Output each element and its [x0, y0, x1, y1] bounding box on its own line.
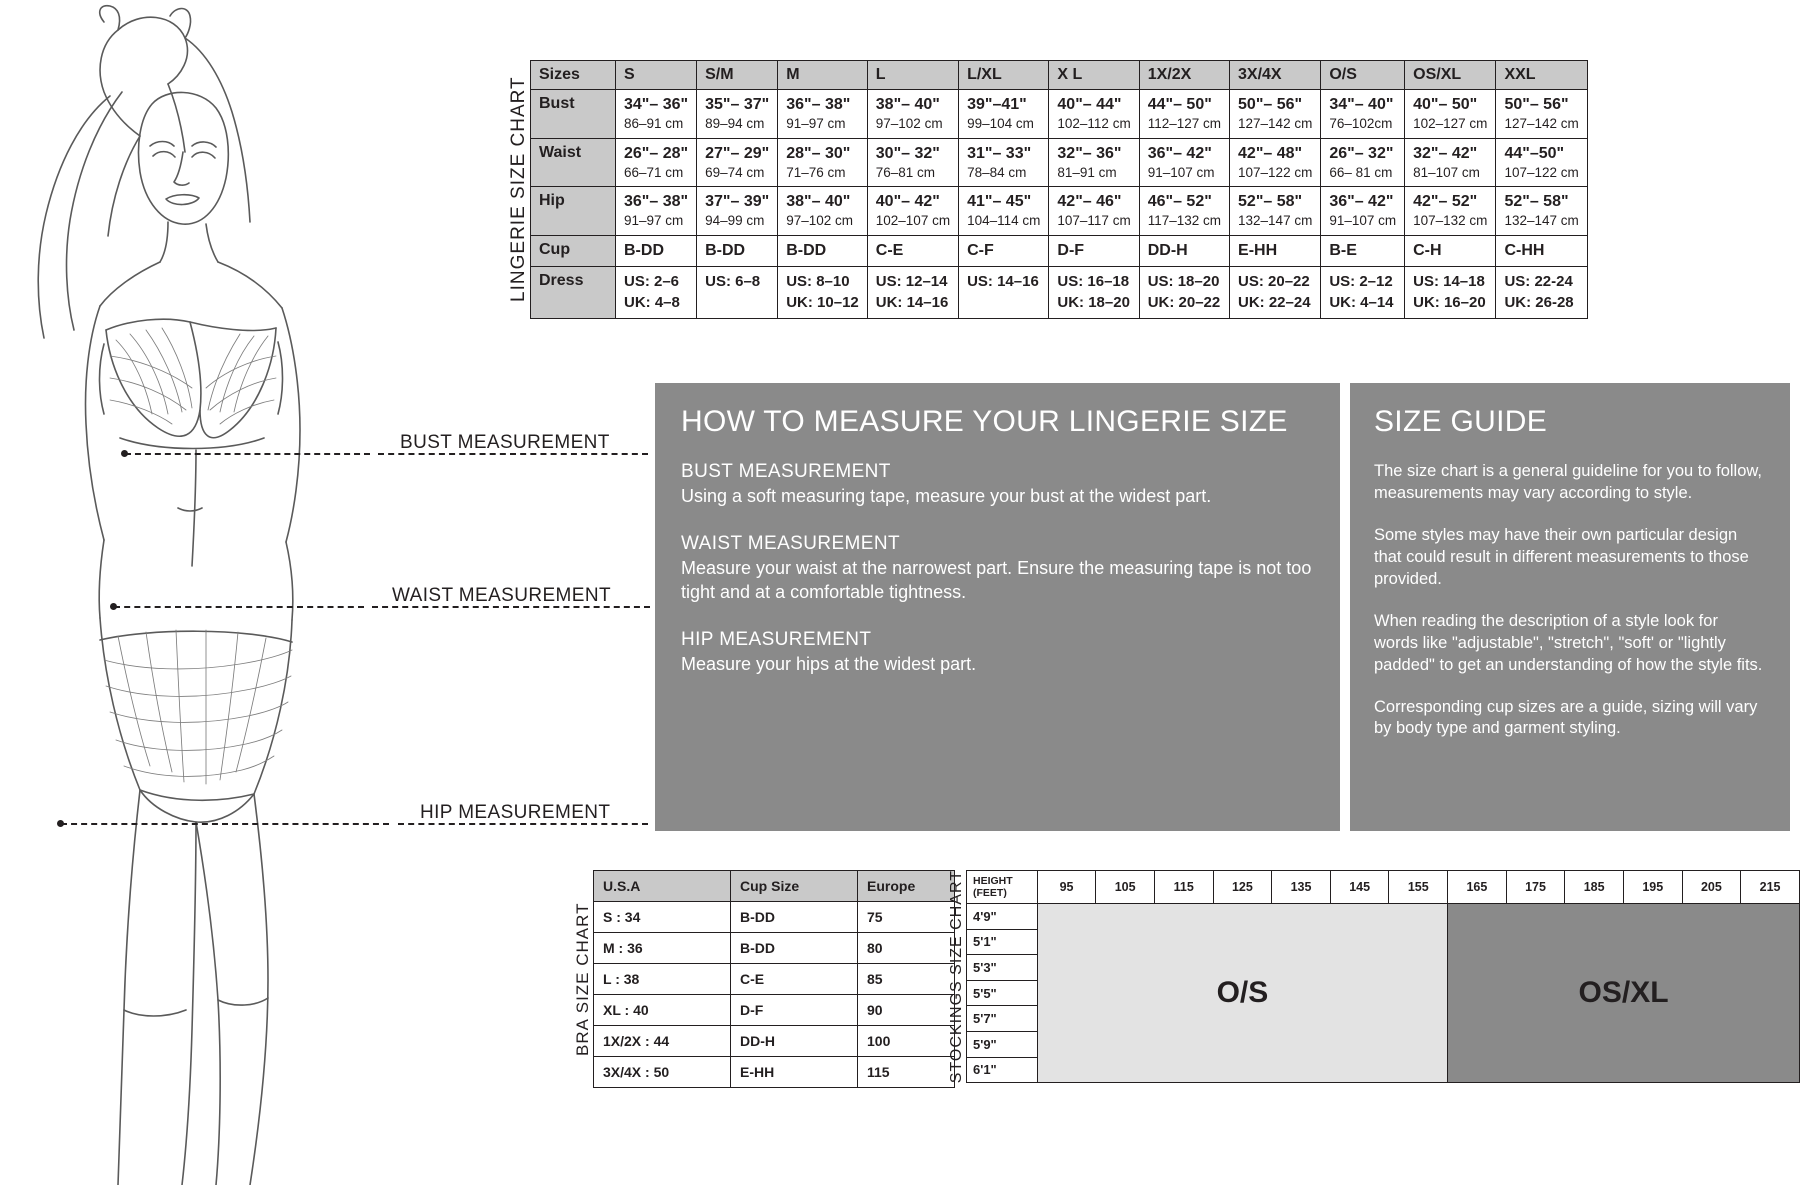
stockings-weight-7: 165: [1448, 871, 1507, 904]
waist-l: [867, 138, 958, 187]
callout-hip-line-left: [61, 823, 389, 825]
row-header-dress: Dress: [531, 267, 616, 319]
hip-osxl: [1405, 187, 1496, 236]
dress-xxl-uk: UK: 26-28: [1504, 293, 1574, 311]
hip-3x4x-cm: 132–147 cm: [1238, 213, 1313, 229]
bra-r0-usa: S : 34: [594, 902, 731, 933]
stockings-weight-6: 155: [1389, 871, 1448, 904]
hip-xl-cm: 107–117 cm: [1057, 213, 1131, 229]
dress-sm: [697, 267, 778, 319]
hip-xl-in: 42"– 46": [1057, 193, 1122, 211]
bust-s-in: 34"– 36": [624, 96, 689, 113]
size-guide-panel: [1350, 383, 1790, 831]
bust-l: [867, 90, 958, 139]
bust-os-in: 34"– 40": [1329, 96, 1394, 113]
bra-r0-cup: B-DD: [731, 902, 858, 933]
table-row-dress: [531, 267, 1588, 319]
hip-measurement-heading: HIP MEASUREMENT: [681, 628, 872, 650]
bra-r2-usa: L : 38: [594, 964, 731, 995]
bra-r3-cup: D-F: [731, 995, 858, 1026]
bra-col-europe: Europe: [858, 871, 955, 902]
cup-os: B-E: [1321, 235, 1405, 267]
stockings-weight-0: 95: [1037, 871, 1096, 904]
dress-sm-us: US: 6–8: [705, 273, 761, 291]
hip-os: [1321, 187, 1405, 236]
bra-r5-usa: 3X/4X : 50: [594, 1057, 731, 1088]
stockings-corner-height: HEIGHT: [973, 875, 1013, 887]
dress-1x2x: [1139, 267, 1229, 319]
stockings-weight-2: 115: [1154, 871, 1213, 904]
bra-r5-europe: 115: [858, 1057, 955, 1088]
bust-xl: [1049, 90, 1139, 139]
bust-l-in: 38"– 40": [875, 96, 940, 113]
waist-3x4x: [1230, 138, 1321, 187]
lingerie-model-illustration: [0, 0, 430, 1185]
bust-m-in: 36"– 38": [786, 96, 851, 113]
bra-r0-europe: 75: [858, 902, 955, 933]
stockings-weight-3: 125: [1213, 871, 1272, 904]
dress-l: [867, 267, 958, 319]
waist-os-cm: 66– 81 cm: [1329, 164, 1393, 180]
dress-lxl: [959, 267, 1049, 319]
hip-1x2x-in: 46"– 52": [1147, 193, 1212, 211]
bust-osxl-cm: 102–127 cm: [1413, 116, 1488, 131]
dress-os-uk: UK: 4–14: [1329, 293, 1394, 311]
size-guide-paragraph-1: The size chart is a general guideline for you to follow, measurements may vary according to style.: [1374, 462, 1762, 502]
stockings-chart-vertical-label: STOCKINGS SIZE CHART: [948, 870, 965, 1084]
bra-r2-cup: C-E: [731, 964, 858, 995]
callout-bust-line-left: [125, 453, 370, 455]
waist-osxl: [1405, 138, 1496, 187]
stockings-weight-11: 205: [1682, 871, 1741, 904]
hip-m-in: 38"– 40": [786, 193, 851, 211]
waist-m-cm: 71–76 cm: [786, 164, 846, 180]
dress-m-uk: UK: 10–12: [786, 293, 859, 311]
col-header-s: S: [616, 61, 697, 90]
bust-1x2x-in: 44"– 50": [1147, 96, 1212, 113]
bust-measurement-heading: BUST MEASUREMENT: [681, 461, 891, 482]
hip-1x2x-cm: 117–132 cm: [1147, 213, 1222, 229]
cup-1x2x: DD-H: [1139, 235, 1229, 267]
size-guide-paragraph-2: Some styles may have their own particular design that could result in different measurements to those provided.: [1374, 525, 1749, 588]
waist-xl-cm: 81–91 cm: [1057, 164, 1117, 180]
bra-r2-europe: 85: [858, 964, 955, 995]
bust-s: [616, 90, 697, 139]
hip-s-cm: 91–97 cm: [624, 213, 684, 229]
col-header-3x4x: 3X/4X: [1230, 61, 1321, 90]
bust-os-cm: 76–102cm: [1329, 116, 1393, 131]
cup-lxl: C-F: [959, 235, 1049, 267]
bra-col-usa: U.S.A: [594, 871, 731, 902]
table-row: [594, 964, 955, 995]
stockings-weight-1: 105: [1096, 871, 1155, 904]
waist-xl-in: 32"– 36": [1057, 144, 1122, 162]
dress-1x2x-us: US: 18–20: [1147, 273, 1220, 291]
stockings-height-3: 5'5": [967, 980, 1038, 1006]
bra-r4-usa: 1X/2X : 44: [594, 1026, 731, 1057]
stockings-height-1: 5'1": [967, 929, 1038, 955]
dress-3x4x: [1230, 267, 1321, 319]
waist-1x2x-cm: 91–107 cm: [1147, 164, 1215, 180]
hip-l: [867, 187, 958, 236]
hip-xxl-cm: 132–147 cm: [1504, 213, 1579, 229]
stockings-height-0: 4'9": [967, 904, 1038, 930]
stockings-size-chart: [940, 870, 1800, 1083]
stockings-weight-10: 195: [1623, 871, 1682, 904]
bust-os: [1321, 90, 1405, 139]
bust-3x4x-in: 50"– 56": [1238, 96, 1303, 113]
bust-sm-cm: 89–94 cm: [705, 116, 765, 131]
col-header-xxl: XXL: [1496, 61, 1587, 90]
col-header-os: O/S: [1321, 61, 1405, 90]
stockings-height-2: 5'3": [967, 955, 1038, 981]
dress-m-us: US: 8–10: [786, 273, 850, 291]
col-header-osxl: OS/XL: [1405, 61, 1496, 90]
dress-3x4x-uk: UK: 22–24: [1238, 293, 1311, 311]
stockings-corner-label: [967, 871, 1038, 904]
bust-lxl-cm: 99–104 cm: [967, 116, 1034, 131]
stockings-height-5: 5'9": [967, 1032, 1038, 1058]
hip-m: [778, 187, 868, 236]
bra-r3-europe: 90: [858, 995, 955, 1026]
hip-measurement-body: Measure your hips at the widest part.: [681, 653, 977, 674]
waist-l-in: 30"– 32": [875, 144, 940, 162]
dress-osxl: [1405, 267, 1496, 319]
table-row: [594, 995, 955, 1026]
waist-lxl: [959, 138, 1049, 187]
waist-osxl-cm: 81–107 cm: [1413, 164, 1480, 180]
stockings-height-4: 5'7": [967, 1006, 1038, 1032]
bust-lxl: [959, 90, 1049, 139]
dress-s-uk: UK: 4–8: [624, 293, 680, 311]
table-row: [594, 1026, 955, 1057]
dress-xxl: [1496, 267, 1587, 319]
waist-osxl-in: 32"– 42": [1413, 144, 1478, 162]
hip-s-in: 36"– 38": [624, 193, 689, 211]
how-to-measure-title: HOW TO MEASURE YOUR LINGERIE SIZE: [681, 405, 1288, 438]
bra-r3-usa: XL : 40: [594, 995, 731, 1026]
cup-sm: B-DD: [697, 235, 778, 267]
dress-xl: [1049, 267, 1139, 319]
stockings-weight-12: 215: [1741, 871, 1800, 904]
dress-s-us: US: 2–6: [624, 273, 680, 291]
hip-l-cm: 102–107 cm: [875, 213, 951, 229]
dress-lxl-us: US: 14–16: [967, 273, 1039, 291]
row-header-hip: Hip: [531, 187, 616, 236]
dress-xl-us: US: 16–18: [1057, 273, 1130, 291]
waist-os-in: 26"– 32": [1329, 144, 1394, 162]
bust-lxl-in: 39"–41": [967, 96, 1027, 113]
stockings-weight-8: 175: [1506, 871, 1565, 904]
cup-s: B-DD: [616, 235, 697, 267]
table-row-waist: [531, 138, 1588, 187]
bra-r1-europe: 80: [858, 933, 955, 964]
bust-m: [778, 90, 868, 139]
bra-size-table: [593, 870, 955, 1088]
waist-3x4x-cm: 107–122 cm: [1238, 164, 1313, 180]
bra-size-chart: [565, 870, 955, 1088]
hip-xxl-in: 52"– 58": [1504, 193, 1569, 211]
callout-hip-label: HIP MEASUREMENT: [420, 802, 611, 823]
hip-xl: [1049, 187, 1139, 236]
dress-os: [1321, 267, 1405, 319]
table-row-bust: [531, 90, 1588, 139]
bust-osxl-in: 40"– 50": [1413, 96, 1478, 113]
bust-s-cm: 86–91 cm: [624, 116, 684, 131]
stockings-zone-osxl: OS/XL: [1448, 904, 1800, 1083]
size-guide-title: SIZE GUIDE: [1374, 405, 1548, 438]
dress-xl-uk: UK: 18–20: [1057, 293, 1130, 311]
col-header-l: L: [867, 61, 958, 90]
bust-m-cm: 91–97 cm: [786, 116, 846, 131]
bust-xl-in: 40"– 44": [1057, 96, 1122, 113]
waist-measurement-body: Measure your waist at the narrowest part. Ensure the measuring tape is not too tight and at a comfortable tightness.: [681, 557, 1312, 602]
bust-measurement-body: Using a soft measuring tape, measure your bust at the widest part.: [681, 486, 1212, 506]
table-row-cup: [531, 235, 1588, 267]
table-row: [594, 1057, 955, 1088]
bra-r1-cup: B-DD: [731, 933, 858, 964]
col-header-sizes: Sizes: [531, 61, 616, 90]
col-header-1x2x: 1X/2X: [1139, 61, 1229, 90]
waist-s-cm: 66–71 cm: [624, 164, 684, 180]
waist-lxl-in: 31"– 33": [967, 144, 1032, 162]
hip-xxl: [1496, 187, 1587, 236]
bust-xxl-cm: 127–142 cm: [1504, 116, 1579, 131]
hip-os-cm: 91–107 cm: [1329, 213, 1397, 229]
cup-xxl: C-HH: [1496, 235, 1587, 267]
hip-os-in: 36"– 42": [1329, 193, 1394, 211]
row-header-waist: Waist: [531, 138, 616, 187]
lingerie-size-table: [530, 60, 1588, 319]
col-header-sm: S/M: [697, 61, 778, 90]
waist-xxl-cm: 107–122 cm: [1504, 164, 1579, 180]
stockings-weight-5: 145: [1330, 871, 1389, 904]
dress-xxl-us: US: 22-24: [1504, 273, 1573, 291]
cup-l: C-E: [867, 235, 958, 267]
dress-l-uk: UK: 14–16: [875, 293, 949, 311]
bust-xxl-in: 50"– 56": [1504, 96, 1569, 113]
stockings-weight-9: 185: [1565, 871, 1624, 904]
callout-waist-line: [372, 606, 650, 608]
cup-3x4x: E-HH: [1230, 235, 1321, 267]
col-header-xl: X L: [1049, 61, 1139, 90]
dress-3x4x-us: US: 20–22: [1238, 273, 1310, 291]
waist-1x2x: [1139, 138, 1229, 187]
col-header-lxl: L/XL: [959, 61, 1049, 90]
waist-xxl-in: 44"–50": [1504, 144, 1565, 162]
dress-s: [616, 267, 697, 319]
waist-os: [1321, 138, 1405, 187]
callout-hip-line: [398, 823, 648, 825]
table-row: [594, 933, 955, 964]
callout-bust-line: [378, 453, 648, 455]
bust-3x4x-cm: 127–142 cm: [1238, 116, 1313, 131]
dress-osxl-uk: UK: 16–20: [1413, 293, 1486, 311]
waist-sm-cm: 69–74 cm: [705, 164, 765, 180]
row-header-bust: Bust: [531, 90, 616, 139]
hip-3x4x: [1230, 187, 1321, 236]
table-header-row: [531, 61, 1588, 90]
hip-1x2x: [1139, 187, 1229, 236]
hip-3x4x-in: 52"– 58": [1238, 193, 1303, 211]
row-header-cup: Cup: [531, 235, 616, 267]
waist-m: [778, 138, 868, 187]
bust-l-cm: 97–102 cm: [875, 116, 943, 131]
bust-xl-cm: 102–112 cm: [1057, 116, 1131, 131]
cup-osxl: C-H: [1405, 235, 1496, 267]
hip-m-cm: 97–102 cm: [786, 213, 854, 229]
bust-xxl: [1496, 90, 1587, 139]
bra-r1-usa: M : 36: [594, 933, 731, 964]
bra-col-cup: Cup Size: [731, 871, 858, 902]
waist-s-in: 26"– 28": [624, 144, 689, 162]
lingerie-size-chart: [500, 60, 1588, 319]
hip-s: [616, 187, 697, 236]
waist-measurement-heading: WAIST MEASUREMENT: [681, 532, 900, 554]
table-row: [967, 904, 1800, 930]
bra-r4-europe: 100: [858, 1026, 955, 1057]
callout-bust-label: BUST MEASUREMENT: [400, 432, 610, 453]
hip-l-in: 40"– 42": [875, 193, 940, 211]
hip-osxl-in: 42"– 52": [1413, 193, 1478, 211]
bust-1x2x: [1139, 90, 1229, 139]
size-guide-paragraph-4: Corresponding cup sizes are a guide, sizing will vary by body type and garment styling.: [1374, 697, 1758, 738]
dress-m: [778, 267, 868, 319]
waist-sm-in: 27"– 29": [705, 144, 770, 162]
callout-waist-line-left: [114, 606, 364, 608]
model-figure-svg: [0, 0, 430, 1185]
dress-1x2x-uk: UK: 20–22: [1147, 293, 1221, 311]
bra-chart-vertical-label: BRA SIZE CHART: [573, 902, 592, 1056]
bust-sm-in: 35"– 37": [705, 96, 770, 113]
waist-lxl-cm: 78–84 cm: [967, 164, 1027, 180]
hip-osxl-cm: 107–132 cm: [1413, 213, 1488, 229]
hip-lxl: [959, 187, 1049, 236]
hip-sm-in: 37"– 39": [705, 193, 770, 211]
bust-osxl: [1405, 90, 1496, 139]
bra-r5-cup: E-HH: [731, 1057, 858, 1088]
stockings-header-row: [967, 871, 1800, 904]
table-row-hip: [531, 187, 1588, 236]
stockings-zone-os: O/S: [1037, 904, 1447, 1083]
bust-sm: [697, 90, 778, 139]
waist-sm: [697, 138, 778, 187]
cup-m: B-DD: [778, 235, 868, 267]
waist-l-cm: 76–81 cm: [875, 164, 936, 180]
waist-3x4x-in: 42"– 48": [1238, 144, 1303, 162]
hip-sm: [697, 187, 778, 236]
col-header-m: M: [778, 61, 868, 90]
bra-r4-cup: DD-H: [731, 1026, 858, 1057]
dress-osxl-us: US: 14–18: [1413, 273, 1485, 291]
dress-l-us: US: 12–14: [875, 273, 948, 291]
hip-lxl-in: 41"– 45": [967, 193, 1032, 211]
stockings-corner-feet: (FEET): [973, 887, 1007, 900]
cup-xl: D-F: [1049, 235, 1139, 267]
bust-1x2x-cm: 112–127 cm: [1147, 116, 1222, 131]
stockings-weight-4: 135: [1272, 871, 1331, 904]
hip-sm-cm: 94–99 cm: [705, 213, 765, 229]
stockings-height-6: 6'1": [967, 1057, 1038, 1083]
waist-xl: [1049, 138, 1139, 187]
size-guide-paragraph-3: When reading the description of a style look for words like "adjustable", "stretch", "soft' or "lightly padded" to get an understanding of how the style fits.: [1374, 611, 1763, 674]
dress-os-us: US: 2–12: [1329, 273, 1393, 291]
hip-lxl-cm: 104–114 cm: [967, 213, 1041, 229]
waist-xxl: [1496, 138, 1587, 187]
bust-3x4x: [1230, 90, 1321, 139]
table-row: [594, 902, 955, 933]
stockings-size-table: [966, 870, 1800, 1083]
waist-m-in: 28"– 30": [786, 144, 851, 162]
lingerie-chart-vertical-label: LINGERIE SIZE CHART: [508, 76, 529, 303]
bra-header-row: [594, 871, 955, 902]
waist-s: [616, 138, 697, 187]
waist-1x2x-in: 36"– 42": [1147, 144, 1212, 162]
how-to-measure-panel: [655, 383, 1340, 831]
callout-waist-label: WAIST MEASUREMENT: [392, 585, 611, 606]
